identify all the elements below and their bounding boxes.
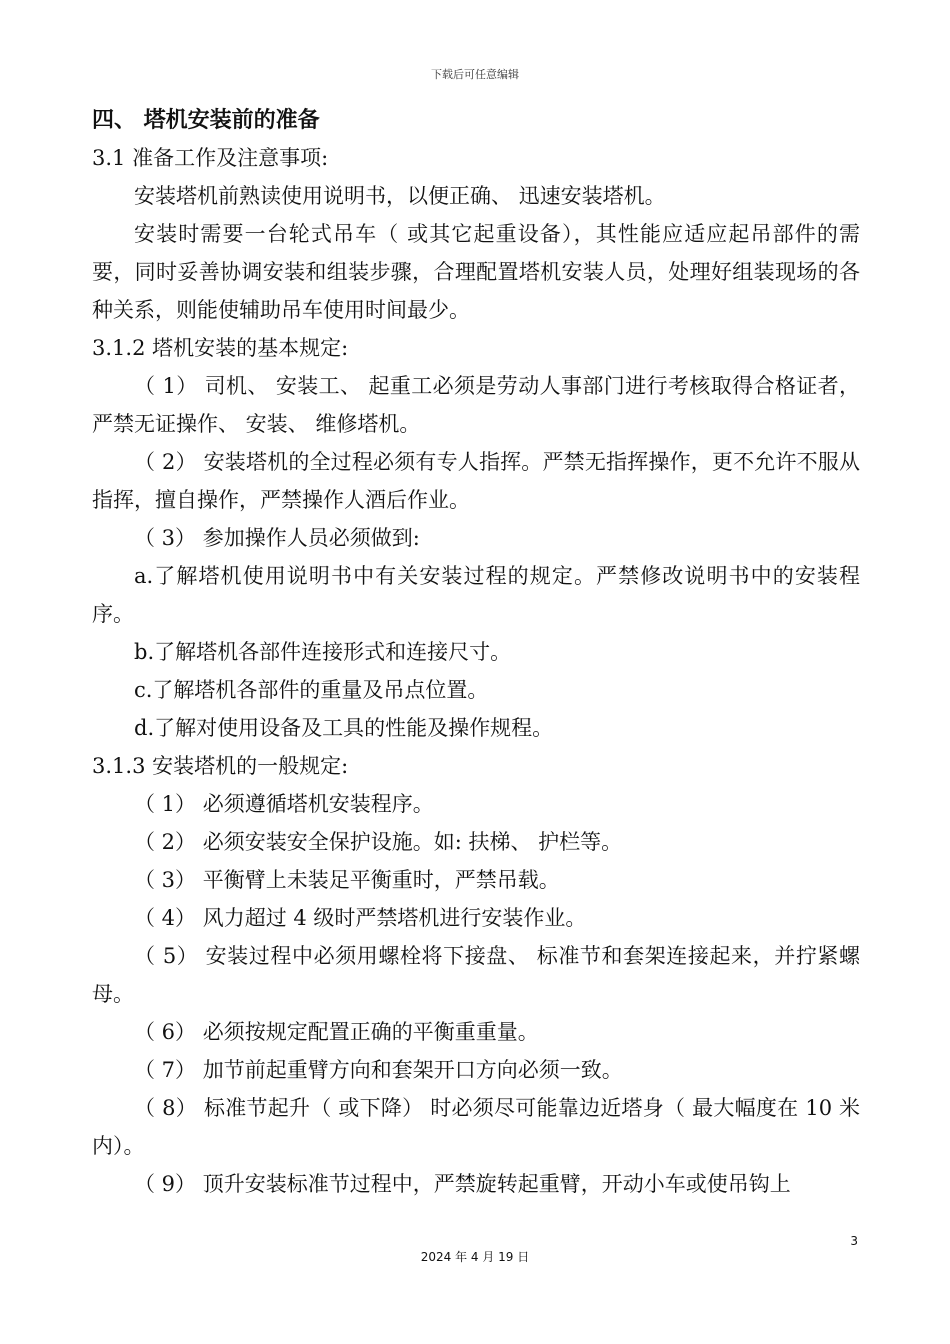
paragraph: （ 6） 必须按规定配置正确的平衡重重量。 bbox=[134, 1020, 539, 1044]
paragraph: （ 3） 参加操作人员必须做到: bbox=[134, 526, 420, 550]
paragraph: （ 1） 必须遵循塔机安装程序。 bbox=[134, 792, 434, 816]
paragraph: b.了解塔机各部件连接形式和连接尺寸。 bbox=[134, 640, 512, 664]
paragraph: c.了解塔机各部件的重量及吊点位置。 bbox=[134, 678, 489, 702]
paragraph: 安装时需要一台轮式吊车（ 或其它起重设备），其性能应适应起吊部件的需要，同时妥善协调安装和组装步骤，合理配置塔机安装人员，处理好组装现场的各种关系，则能使辅助吊车使用时间最少。 bbox=[92, 222, 860, 322]
paragraph: （ 2） 安装塔机的全过程必须有专人指挥。严禁无指挥操作，更不允许不服从指挥，擅自操作，严禁操作人酒后作业。 bbox=[92, 450, 860, 512]
paragraph: （ 1） 司机、 安装工、 起重工必须是劳动人事部门进行考核取得合格证者，严禁无证操作、 安装、 维修塔机。 bbox=[92, 374, 860, 436]
paragraph: 安装塔机前熟读使用说明书，以便正确、 迅速安装塔机。 bbox=[134, 184, 666, 208]
section-heading: 四、 塔机安装前的准备 bbox=[92, 108, 320, 133]
footer-date: 2024 年 4 月 19 日 bbox=[420, 1250, 530, 1264]
paragraph: （ 8） 标准节起升（ 或下降） 时必须尽可能靠边近塔身（ 最大幅度在 10 米内）。 bbox=[92, 1096, 860, 1158]
document-body bbox=[92, 103, 860, 1203]
paragraph: （ 9） 顶升安装标准节过程中，严禁旋转起重臂，开动小车或使吊钩上 bbox=[134, 1172, 791, 1196]
paragraph: （ 4） 风力超过 4 级时严禁塔机进行安装作业。 bbox=[134, 906, 587, 930]
paragraph: 3.1 准备工作及注意事项: bbox=[92, 146, 329, 170]
paragraph-list bbox=[92, 139, 860, 1203]
paragraph: 3.1.3 安装塔机的一般规定: bbox=[92, 754, 349, 778]
paragraph: d.了解对使用设备及工具的性能及操作规程。 bbox=[134, 716, 554, 740]
page-number: 3 bbox=[850, 1234, 858, 1248]
paragraph: （ 3） 平衡臂上未装足平衡重时，严禁吊载。 bbox=[134, 868, 560, 892]
paragraph: （ 7） 加节前起重臂方向和套架开口方向必须一致。 bbox=[134, 1058, 623, 1082]
paragraph: （ 2） 必须安装安全保护设施。如: 扶梯、 护栏等。 bbox=[134, 830, 623, 854]
paragraph: a.了解塔机使用说明书中有关安装过程的规定。严禁修改说明书中的安装程序。 bbox=[92, 564, 860, 626]
paragraph: （ 5） 安装过程中必须用螺栓将下接盘、 标准节和套架连接起来，并拧紧螺母。 bbox=[92, 944, 860, 1006]
page-header: 下载后可任意编辑 bbox=[431, 68, 519, 81]
paragraph: 3.1.2 塔机安装的基本规定: bbox=[92, 336, 349, 360]
